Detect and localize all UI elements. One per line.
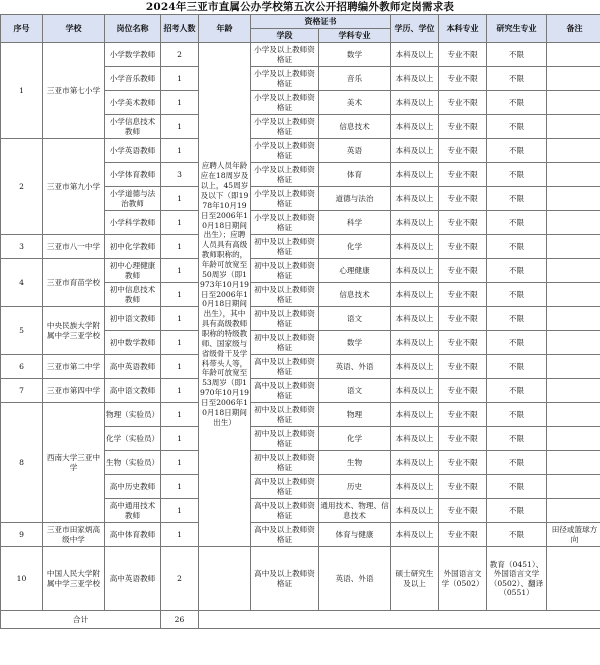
row-remark — [547, 235, 600, 259]
row-remark — [547, 91, 600, 115]
row-ug-major: 专业不限 — [439, 331, 487, 355]
row-remark — [547, 547, 600, 611]
row-cert-stage: 小学及以上教师资格证 — [251, 91, 319, 115]
row-count: 1 — [161, 523, 199, 547]
row-position: 高中通用技术教师 — [105, 499, 161, 523]
table-row — [1, 523, 600, 547]
row-count: 2 — [161, 43, 199, 67]
header-position: 岗位名称 — [105, 15, 161, 43]
row-seq: 9 — [1, 523, 43, 547]
row-position: 生物（实验员） — [105, 451, 161, 475]
row-cert-subject: 数学 — [319, 43, 391, 67]
row-cert-stage: 高中及以上教师资格证 — [251, 379, 319, 403]
row-cert-subject: 英语、外语 — [319, 355, 391, 379]
row-education: 本科及以上 — [391, 115, 439, 139]
row-education: 本科及以上 — [391, 523, 439, 547]
row-seq: 10 — [1, 547, 43, 611]
recruitment-table — [0, 14, 600, 629]
row-seq: 1 — [1, 43, 43, 139]
row-education: 本科及以上 — [391, 499, 439, 523]
row-education: 本科及以上 — [391, 43, 439, 67]
row-education: 本科及以上 — [391, 187, 439, 211]
row-remark — [547, 307, 600, 331]
row-ug-major: 专业不限 — [439, 475, 487, 499]
row-grad-major: 不限 — [487, 331, 547, 355]
row-count: 1 — [161, 355, 199, 379]
row-remark — [547, 43, 600, 67]
row-position: 物理（实验员） — [105, 403, 161, 427]
row-cert-stage: 初中及以上教师资格证 — [251, 451, 319, 475]
row-cert-subject: 语文 — [319, 307, 391, 331]
row-count: 1 — [161, 91, 199, 115]
row-grad-major: 不限 — [487, 403, 547, 427]
row-cert-subject: 通用技术、物理、信息技术 — [319, 499, 391, 523]
row-cert-subject: 英语 — [319, 139, 391, 163]
header-education: 学历、学位 — [391, 15, 439, 43]
row-education: 本科及以上 — [391, 91, 439, 115]
row-ug-major: 专业不限 — [439, 43, 487, 67]
row-position: 高中英语教师 — [105, 355, 161, 379]
row-ug-major: 专业不限 — [439, 259, 487, 283]
table-body — [1, 43, 600, 629]
row-remark — [547, 67, 600, 91]
row-education: 本科及以上 — [391, 331, 439, 355]
table-row — [1, 43, 600, 67]
row-ug-major: 专业不限 — [439, 67, 487, 91]
row-ug-major: 专业不限 — [439, 211, 487, 235]
row-remark — [547, 211, 600, 235]
row-grad-major: 不限 — [487, 427, 547, 451]
row-seq: 8 — [1, 403, 43, 523]
row-cert-subject: 音乐 — [319, 67, 391, 91]
row-remark — [547, 355, 600, 379]
row-cert-subject: 物理 — [319, 403, 391, 427]
row-remark — [547, 163, 600, 187]
row-ug-major: 专业不限 — [439, 163, 487, 187]
table-header — [1, 15, 600, 43]
row-school: 中国人民大学附属中学三亚学校 — [43, 547, 105, 611]
table-row — [1, 307, 600, 331]
row-count: 1 — [161, 115, 199, 139]
row-grad-major: 不限 — [487, 355, 547, 379]
row-cert-stage: 初中及以上教师资格证 — [251, 331, 319, 355]
row-count: 1 — [161, 451, 199, 475]
row-remark — [547, 499, 600, 523]
table-row — [1, 379, 600, 403]
row-remark: 田径或篮球方向 — [547, 523, 600, 547]
row-school: 三亚市八一中学 — [43, 235, 105, 259]
row-cert-stage: 小学及以上教师资格证 — [251, 187, 319, 211]
header-school: 学校 — [43, 15, 105, 43]
row-education: 硕士研究生及以上 — [391, 547, 439, 611]
row-school: 三亚市第九小学 — [43, 139, 105, 235]
row-cert-stage: 小学及以上教师资格证 — [251, 139, 319, 163]
row-education: 本科及以上 — [391, 139, 439, 163]
row-cert-stage: 初中及以上教师资格证 — [251, 307, 319, 331]
row-ug-major: 专业不限 — [439, 451, 487, 475]
row-position: 化学（实验员） — [105, 427, 161, 451]
table-row — [1, 139, 600, 163]
row-ug-major: 专业不限 — [439, 115, 487, 139]
row-ug-major: 专业不限 — [439, 523, 487, 547]
row-ug-major: 外国语言文学（0502） — [439, 547, 487, 611]
row-age-empty — [199, 547, 251, 611]
row-cert-subject: 体育与健康 — [319, 523, 391, 547]
row-position: 小学美术教师 — [105, 91, 161, 115]
row-seq: 7 — [1, 379, 43, 403]
row-position: 小学音乐教师 — [105, 67, 161, 91]
row-grad-major: 不限 — [487, 499, 547, 523]
row-cert-stage: 高中及以上教师资格证 — [251, 475, 319, 499]
row-count: 1 — [161, 475, 199, 499]
row-position: 高中历史教师 — [105, 475, 161, 499]
row-grad-major: 不限 — [487, 235, 547, 259]
row-cert-subject: 数学 — [319, 331, 391, 355]
row-education: 本科及以上 — [391, 163, 439, 187]
row-education: 本科及以上 — [391, 67, 439, 91]
row-remark — [547, 331, 600, 355]
row-remark — [547, 115, 600, 139]
page-title: 2024年三亚市直属公办学校第五次公开招聘编外教师定岗需求表 — [145, 1, 455, 13]
row-remark — [547, 475, 600, 499]
row-grad-major: 不限 — [487, 163, 547, 187]
row-cert-subject: 化学 — [319, 427, 391, 451]
row-ug-major: 专业不限 — [439, 187, 487, 211]
row-position: 小学信息技术教师 — [105, 115, 161, 139]
row-count: 1 — [161, 307, 199, 331]
row-position: 高中语文教师 — [105, 379, 161, 403]
row-count: 2 — [161, 547, 199, 611]
row-grad-major: 不限 — [487, 211, 547, 235]
row-grad-major: 不限 — [487, 451, 547, 475]
row-school: 三亚市育苗学校 — [43, 259, 105, 307]
row-school: 中央民族大学附属中学三亚学校 — [43, 307, 105, 355]
row-position: 高中体育教师 — [105, 523, 161, 547]
row-cert-subject: 美术 — [319, 91, 391, 115]
row-school: 三亚市田家炳高级中学 — [43, 523, 105, 547]
row-cert-subject: 体育 — [319, 163, 391, 187]
row-seq: 6 — [1, 355, 43, 379]
row-cert-stage: 小学及以上教师资格证 — [251, 43, 319, 67]
header-cert-stage: 学段 — [251, 29, 319, 43]
row-cert-subject: 信息技术 — [319, 283, 391, 307]
header-seq: 序号 — [1, 15, 43, 43]
row-cert-subject: 信息技术 — [319, 115, 391, 139]
row-ug-major: 专业不限 — [439, 91, 487, 115]
header-cert: 资格证书 — [251, 15, 391, 29]
row-cert-stage: 初中及以上教师资格证 — [251, 235, 319, 259]
header-ug-major: 本科专业 — [439, 15, 487, 43]
row-cert-stage: 初中及以上教师资格证 — [251, 259, 319, 283]
row-education: 本科及以上 — [391, 307, 439, 331]
row-education: 本科及以上 — [391, 379, 439, 403]
row-count: 1 — [161, 139, 199, 163]
row-position: 高中英语教师 — [105, 547, 161, 611]
header-age: 年龄 — [199, 15, 251, 43]
row-cert-subject: 生物 — [319, 451, 391, 475]
total-label: 合计 — [1, 611, 161, 629]
row-grad-major: 不限 — [487, 475, 547, 499]
row-grad-major: 不限 — [487, 259, 547, 283]
row-cert-stage: 初中及以上教师资格证 — [251, 283, 319, 307]
total-value: 26 — [161, 611, 199, 629]
row-remark — [547, 379, 600, 403]
row-school: 三亚市第二中学 — [43, 355, 105, 379]
row-remark — [547, 139, 600, 163]
row-ug-major: 专业不限 — [439, 427, 487, 451]
header-remark: 备注 — [547, 15, 600, 43]
row-cert-subject: 化学 — [319, 235, 391, 259]
row-grad-major: 不限 — [487, 379, 547, 403]
row-grad-major: 不限 — [487, 139, 547, 163]
row-cert-subject: 历史 — [319, 475, 391, 499]
row-education: 本科及以上 — [391, 235, 439, 259]
row-cert-stage: 小学及以上教师资格证 — [251, 115, 319, 139]
row-remark — [547, 403, 600, 427]
row-education: 本科及以上 — [391, 259, 439, 283]
row-education: 本科及以上 — [391, 355, 439, 379]
row-count: 1 — [161, 283, 199, 307]
row-seq: 4 — [1, 259, 43, 307]
row-count: 1 — [161, 331, 199, 355]
total-row — [1, 611, 600, 629]
row-education: 本科及以上 — [391, 283, 439, 307]
row-seq: 3 — [1, 235, 43, 259]
row-education: 本科及以上 — [391, 451, 439, 475]
header-count: 招考人数 — [161, 15, 199, 43]
row-cert-stage: 初中及以上教师资格证 — [251, 427, 319, 451]
row-grad-major: 教育（0451）、外国语言文学（0502）、翻译（0551） — [487, 547, 547, 611]
row-grad-major: 不限 — [487, 43, 547, 67]
row-seq: 5 — [1, 307, 43, 355]
total-blank — [199, 611, 600, 629]
row-count: 1 — [161, 211, 199, 235]
row-ug-major: 专业不限 — [439, 139, 487, 163]
row-ug-major: 专业不限 — [439, 307, 487, 331]
row-position: 初中信息技术教师 — [105, 283, 161, 307]
row-education: 本科及以上 — [391, 427, 439, 451]
row-count: 1 — [161, 235, 199, 259]
row-cert-subject: 英语、外语 — [319, 547, 391, 611]
row-cert-stage: 小学及以上教师资格证 — [251, 67, 319, 91]
row-cert-stage: 小学及以上教师资格证 — [251, 163, 319, 187]
row-count: 1 — [161, 187, 199, 211]
row-grad-major: 不限 — [487, 307, 547, 331]
table-row — [1, 355, 600, 379]
row-cert-stage: 高中及以上教师资格证 — [251, 523, 319, 547]
row-cert-stage: 小学及以上教师资格证 — [251, 211, 319, 235]
row-position: 小学数学教师 — [105, 43, 161, 67]
row-count: 1 — [161, 427, 199, 451]
row-position: 小学科学教师 — [105, 211, 161, 235]
row-cert-stage: 高中及以上教师资格证 — [251, 547, 319, 611]
age-requirement: 应聘人员年龄应在18周岁及以上，45周岁及以下（即1978年10月19日至2006年10月18日期间出生）；应聘人员具有高级教师职称的，年龄可放宽至50周岁（即1973年10月19日至2006年10月18日期间出生），其中具有高级教师职称的特级教师、国家级与省级骨干及学科带头人等，年龄可放宽至53周岁（即1970年10月19日至2006年10月18日期间出生） — [199, 43, 251, 547]
row-grad-major: 不限 — [487, 91, 547, 115]
row-ug-major: 专业不限 — [439, 355, 487, 379]
header-grad-major: 研究生专业 — [487, 15, 547, 43]
row-ug-major: 专业不限 — [439, 283, 487, 307]
row-education: 本科及以上 — [391, 211, 439, 235]
row-cert-subject: 心理健康 — [319, 259, 391, 283]
row-remark — [547, 427, 600, 451]
row-grad-major: 不限 — [487, 67, 547, 91]
table-row — [1, 235, 600, 259]
row-cert-stage: 高中及以上教师资格证 — [251, 499, 319, 523]
row-grad-major: 不限 — [487, 115, 547, 139]
row-remark — [547, 187, 600, 211]
row-education: 本科及以上 — [391, 403, 439, 427]
row-remark — [547, 451, 600, 475]
row-ug-major: 专业不限 — [439, 499, 487, 523]
row-ug-major: 专业不限 — [439, 403, 487, 427]
row-grad-major: 不限 — [487, 283, 547, 307]
row-count: 1 — [161, 499, 199, 523]
row-cert-subject: 道德与法治 — [319, 187, 391, 211]
row-education: 本科及以上 — [391, 475, 439, 499]
row-remark — [547, 259, 600, 283]
row-ug-major: 专业不限 — [439, 379, 487, 403]
row-school: 三亚市第四中学 — [43, 379, 105, 403]
row-count: 1 — [161, 379, 199, 403]
row-position: 初中数学教师 — [105, 331, 161, 355]
row-school: 西南大学三亚中学 — [43, 403, 105, 523]
row-grad-major: 不限 — [487, 523, 547, 547]
row-position: 小学体育教师 — [105, 163, 161, 187]
header-cert-subject: 学科专业 — [319, 29, 391, 43]
row-school: 三亚市第七小学 — [43, 43, 105, 139]
row-cert-subject: 语文 — [319, 379, 391, 403]
table-row — [1, 547, 600, 611]
row-remark — [547, 283, 600, 307]
row-count: 3 — [161, 163, 199, 187]
row-position: 小学道德与法治教师 — [105, 187, 161, 211]
row-cert-stage: 初中及以上教师资格证 — [251, 403, 319, 427]
row-count: 1 — [161, 67, 199, 91]
row-position: 初中化学教师 — [105, 235, 161, 259]
row-position: 小学英语教师 — [105, 139, 161, 163]
row-cert-stage: 高中及以上教师资格证 — [251, 355, 319, 379]
table-row — [1, 259, 600, 283]
row-seq: 2 — [1, 139, 43, 235]
row-grad-major: 不限 — [487, 187, 547, 211]
row-ug-major: 专业不限 — [439, 235, 487, 259]
row-position: 初中心理健康教师 — [105, 259, 161, 283]
row-count: 1 — [161, 403, 199, 427]
table-row — [1, 403, 600, 427]
row-cert-subject: 科学 — [319, 211, 391, 235]
row-count: 1 — [161, 259, 199, 283]
row-position: 初中语文教师 — [105, 307, 161, 331]
